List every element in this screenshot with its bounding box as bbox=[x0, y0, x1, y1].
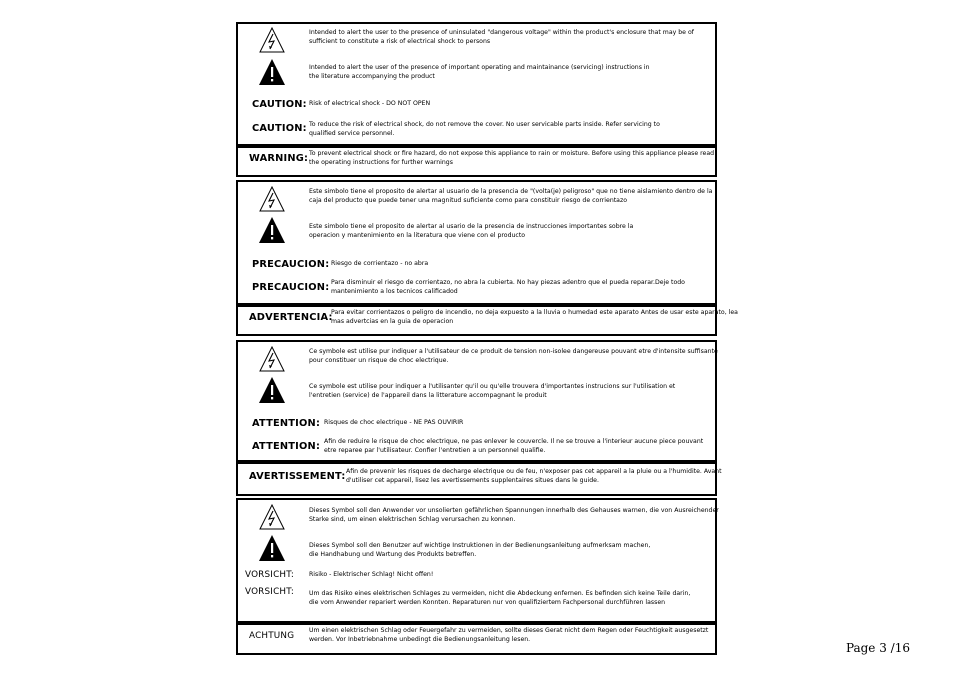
instruction-symbol-text: Este simbolo tiene el proposito de alertar al usario de la presencia de instrucciones importantes sobre la operacion y mantenimiento en la literatura que viene con el producto bbox=[309, 223, 634, 239]
caution-label: ATTENTION: bbox=[252, 441, 321, 452]
caution-text: Risiko - Elektrischer Schlag! Nicht offen! bbox=[309, 571, 434, 578]
caution-label: CAUTION: bbox=[252, 99, 307, 110]
caution-label: PRECAUCION: bbox=[252, 259, 330, 270]
voltage-symbol-text: Intended to alert the user to the presence of uninsulated "dangerous voltage" within the product's enclosure that may be of sufficient to constitute a risk of electrical shock to persons bbox=[309, 29, 694, 45]
exclamation-warning-icon bbox=[259, 217, 285, 243]
caution-text: To reduce the risk of electrical shock, do not remove the cover. No user servicable parts inside. Refer servicing to qualified service personnel. bbox=[309, 121, 660, 137]
warning-text: To prevent electrical shock or fire hazard, do not expose this appliance to rain or moisture. Before using this appliance please read the operating instructions for further warnings bbox=[309, 150, 715, 166]
dangerous-voltage-icon bbox=[259, 346, 285, 372]
caution-text: Riesgo de corrientazo - no abra bbox=[331, 260, 429, 267]
caution-label: CAUTION: bbox=[252, 123, 307, 134]
voltage-symbol-text: Dieses Symbol soll den Anwender vor unsolierten gefährlichen Spannungen innerhalb des Gehauses warnen, die von Ausreichender Starke sind, um einen elektrischen Schlag verursachen zu konnen. bbox=[309, 507, 719, 523]
instruction-symbol-text: Intended to alert the user of the presence of important operating and maintainance (servicing) instructions in the literature accompanying the product bbox=[309, 64, 650, 80]
dangerous-voltage-icon bbox=[259, 504, 285, 530]
warning-text: Para evitar corrientazos o peligro de incendio, no deja expuesto a la lluvia o humedad este aparato Antes de usar este aparato, lea mas advertcias en la guia de operacion bbox=[331, 309, 738, 325]
warning-text: Um einen elektrischen Schlag oder Feuergefahr zu vermeiden, sollte dieses Gerat nicht dem Regen oder Feuchtigkeit ausgesetzt werden. Vor Inbetriebnahme unbedingt die Bedienungsanleitung lesen. bbox=[309, 627, 709, 643]
caution-text: Afin de reduire le risque de choc electrique, ne pas enlever le couvercle. Il ne se trouve a l'interieur aucune piece pouvant etre reparee par l'utilisateur. Confier l'entretien a un personnel qualifie. bbox=[324, 438, 704, 454]
warning-label: WARNING: bbox=[249, 153, 309, 164]
page-number: Page 3 /16 bbox=[845, 641, 910, 655]
caution-text: Risk of electrical shock - DO NOT OPEN bbox=[309, 100, 431, 107]
warning-label: ACHTUNG bbox=[249, 631, 295, 641]
warning-label: AVERTISSEMENT: bbox=[249, 471, 346, 482]
exclamation-warning-icon bbox=[259, 59, 285, 85]
caution-label: PRECAUCION: bbox=[252, 282, 330, 293]
instruction-symbol-text: Ce symbole est utilise pour indiquer a l'utilisanter qu'il ou qu'elle trouvera d'importantes instrucions sur l'utilisation et l'entretien (service) de l'appareil dans la litterature accompagnant le produit bbox=[309, 383, 676, 399]
warning-text: Afin de prevenir les risques de decharge electrique ou de feu, n'exposer pas cet appareil a la pluie ou a l'humidite. Avant d'utiliser cet appareil, lisez les avertissements supplentaires situes dans le guide. bbox=[346, 468, 722, 484]
caution-text: Risques de choc electrique - NE PAS OUVIRIR bbox=[324, 419, 464, 426]
caution-label: ATTENTION: bbox=[252, 418, 321, 429]
dangerous-voltage-icon bbox=[259, 186, 285, 212]
voltage-symbol-text: Este simbolo tiene el proposito de alertar al usuario de la presencia de "(volta(je) peligroso" que no tiene aislamiento dentro de la caja del producto que puede tener una magnitud suficiente como para constituir riesgo de corrientazo bbox=[309, 188, 713, 204]
exclamation-warning-icon bbox=[259, 377, 285, 403]
caution-text: Um das Risiko eines elektrischen Schlages zu vermeiden, nicht die Abdeckung enfernen. Es befinden sich keine Teile darin, die vom Anwender repariert werden Konnten. Reparaturen nur von qualifiziertem Fachpersonal durchführen lassen bbox=[309, 590, 691, 606]
dangerous-voltage-icon bbox=[259, 27, 285, 53]
caution-label: VORSICHT: bbox=[245, 587, 295, 597]
caution-label: VORSICHT: bbox=[245, 570, 295, 580]
instruction-symbol-text: Dieses Symbol soll den Benutzer auf wichtige Instruktionen in der Bedienungsanleitung aufmerksam machen, die Handhabung und Wartung des Produkts betreffen. bbox=[309, 542, 651, 558]
warning-label: ADVERTENCIA: bbox=[249, 312, 333, 323]
exclamation-warning-icon bbox=[259, 535, 285, 561]
voltage-symbol-text: Ce symbole est utilise pur indiquer a l'utilisateur de ce produit de tension non-isolee dangereuse pouvant etre d'intensite suffisante pour constituer un risque de choc electrique. bbox=[309, 348, 718, 364]
caution-text: Para disminuir el riesgo de corrientazo, no abra la cubierta. No hay piezas adentro que el pueda reparar.Deje todo mantenimiento a los tecnicos calificadod bbox=[331, 279, 685, 295]
